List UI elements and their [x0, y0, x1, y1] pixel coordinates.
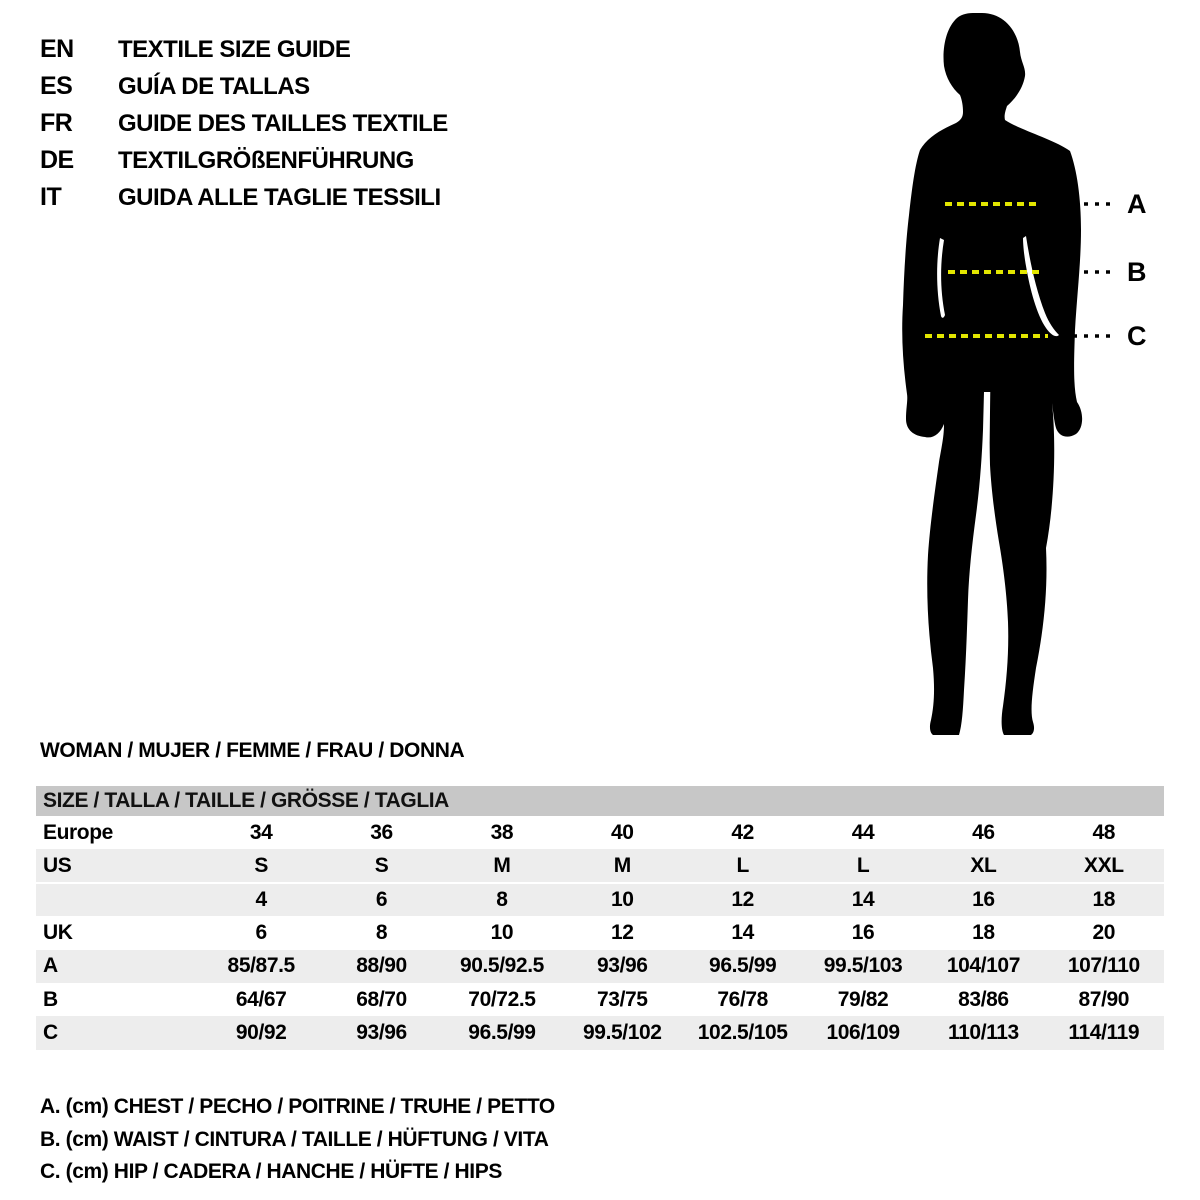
size-cell: 18 [1044, 883, 1164, 916]
woman-silhouette-svg [860, 0, 1160, 740]
language-title: GUÍA DE TALLAS [118, 72, 310, 100]
language-title: GUIDE DES TAILLES TEXTILE [118, 109, 448, 137]
table-row [36, 950, 1164, 983]
size-cell: 12 [611, 920, 634, 944]
size-cell: 70/72.5 [468, 987, 536, 1011]
language-row [40, 31, 448, 68]
size-cell: 14 [731, 920, 754, 944]
size-cell: 64/67 [235, 987, 287, 1011]
row-label: B [43, 987, 58, 1011]
table-row [36, 1016, 1164, 1049]
language-code: ES [40, 72, 73, 100]
size-cell: 99.5/102 [583, 1021, 662, 1045]
size-cell: S [374, 853, 389, 877]
row-label: A [43, 954, 58, 978]
size-cell: 90/92 [235, 1021, 287, 1045]
language-code: DE [40, 146, 74, 174]
size-cell: 96.5/99 [709, 954, 777, 978]
size-cell: 36 [370, 820, 393, 844]
size-cell: 16 [923, 883, 1043, 916]
measure-label-b: B [1127, 257, 1147, 287]
size-table-body [36, 816, 1164, 1050]
table-row [36, 849, 1164, 882]
row-label: US [43, 853, 72, 877]
size-cell: M [613, 853, 631, 877]
size-cell: 10 [490, 920, 514, 944]
legend-item: B. (cm) WAIST / CINTURA / TAILLE / HÜFTUNG / VITA [40, 1127, 549, 1151]
size-cell: 8 [375, 920, 388, 944]
language-title: TEXTILGRÖßENFÜHRUNG [118, 146, 414, 174]
language-code: EN [40, 35, 74, 63]
row-label: Europe [43, 820, 113, 844]
size-cell: 93/96 [597, 954, 648, 978]
size-cell: XXL [1083, 853, 1124, 877]
table-row [36, 816, 1164, 849]
size-cell: L [736, 853, 749, 877]
size-cell: XL [970, 853, 997, 877]
legend-item: A. (cm) CHEST / PECHO / POITRINE / TRUHE / PETTO [40, 1095, 555, 1119]
size-cell: 44 [851, 820, 875, 844]
size-cell: 104/107 [946, 954, 1020, 978]
size-cell: 48 [1092, 820, 1116, 844]
table-row [36, 916, 1164, 949]
measure-label-c: C [1127, 321, 1147, 351]
size-cell: S [254, 853, 268, 877]
language-title: GUIDA ALLE TAGLIE TESSILI [118, 183, 441, 211]
size-cell: 6 [255, 920, 267, 944]
size-cell: 93/96 [356, 1021, 407, 1045]
size-cell: L [856, 853, 870, 877]
row-label: UK [43, 920, 73, 944]
section-title: WOMAN / MUJER / FEMME / FRAU / DONNA [40, 739, 465, 762]
size-cell: 99.5/103 [823, 954, 903, 978]
size-cell: 38 [490, 820, 514, 844]
language-list [40, 31, 448, 216]
size-cell: 79/82 [837, 987, 889, 1011]
size-cell: 20 [1092, 920, 1116, 944]
size-cell: 16 [851, 920, 875, 944]
size-cell: 4 [201, 883, 321, 916]
language-code: FR [40, 109, 73, 137]
size-cell: 6 [321, 883, 441, 916]
size-cell: 106/109 [826, 1021, 900, 1045]
language-header [40, 31, 448, 216]
size-cell: 14 [803, 883, 923, 916]
language-title: TEXTILE SIZE GUIDE [118, 35, 351, 63]
feet-gap [981, 702, 1001, 735]
row-label: C [43, 1021, 58, 1045]
size-cell: 10 [562, 883, 682, 916]
size-cell: 12 [683, 883, 803, 916]
size-cell: 18 [972, 920, 995, 944]
woman-silhouette [902, 13, 1082, 735]
size-cell: 46 [972, 820, 995, 844]
size-cell: 110/113 [948, 1021, 1019, 1045]
size-cell: 102.5/105 [697, 1021, 788, 1045]
language-code: IT [40, 183, 62, 211]
size-cell: 88/90 [356, 954, 407, 978]
size-cell: M [493, 853, 511, 877]
table-row [36, 983, 1164, 1016]
size-cell: 83/86 [958, 987, 1009, 1011]
size-cell: 34 [249, 820, 273, 844]
size-guide-figure [860, 0, 1160, 740]
legend-list [40, 1091, 555, 1189]
measurement-legend [40, 1091, 555, 1189]
size-cell: 87/90 [1078, 987, 1130, 1011]
size-cell: 76/78 [717, 987, 768, 1011]
size-cell: 90.5/92.5 [459, 954, 544, 978]
size-cell: 42 [731, 820, 754, 844]
size-cell: 8 [442, 883, 562, 916]
size-cell: 96.5/99 [468, 1021, 536, 1045]
size-cell: 85/87.5 [227, 954, 295, 978]
language-row [40, 142, 448, 179]
legend-item: C. (cm) HIP / CADERA / HANCHE / HÜFTE / HIPS [40, 1160, 502, 1184]
table-row [36, 883, 1164, 916]
size-cell: 40 [611, 820, 634, 844]
size-cell: 68/70 [356, 987, 407, 1011]
row-label [36, 883, 201, 916]
size-cell: 73/75 [597, 987, 648, 1011]
size-cell: 107/110 [1067, 954, 1140, 978]
language-row [40, 68, 448, 105]
table-header: SIZE / TALLA / TAILLE / GRÖSSE / TAGLIA [36, 786, 1164, 816]
language-row [40, 105, 448, 142]
measure-label-a: A [1127, 189, 1147, 219]
size-table [36, 816, 1164, 1050]
language-row [40, 179, 448, 216]
size-cell: 114/119 [1068, 1021, 1140, 1045]
